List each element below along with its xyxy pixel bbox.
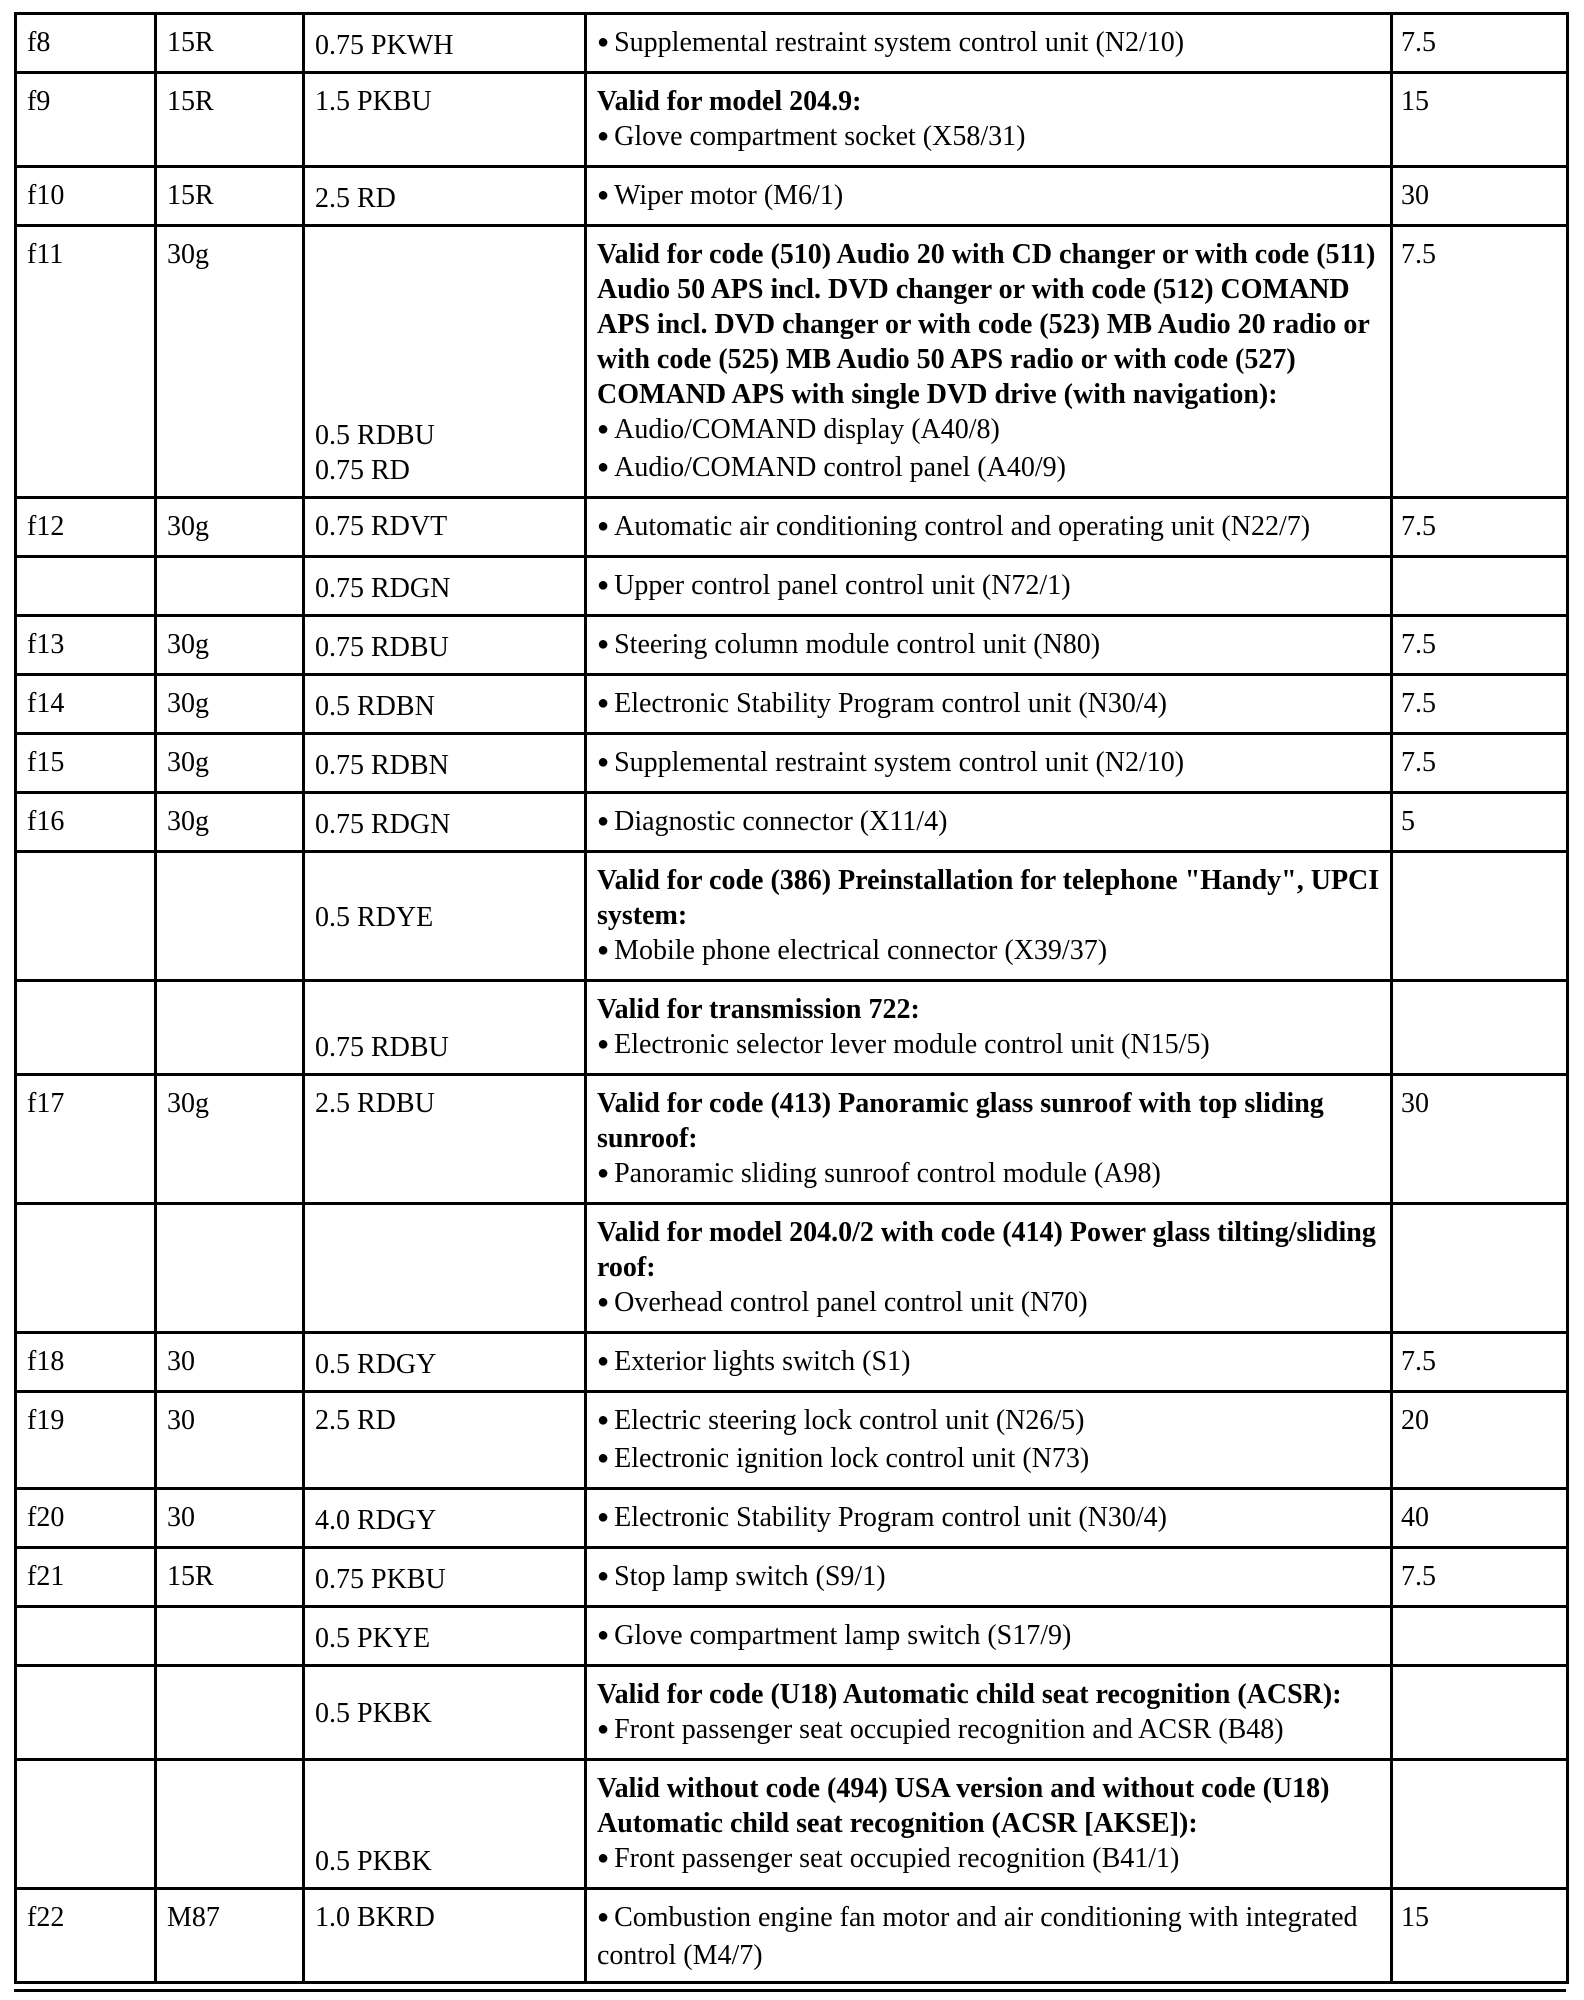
amperage-cell: 7.5 (1392, 1333, 1568, 1392)
consumer-cell (586, 981, 1392, 1075)
terminal-cell: M87 (156, 1889, 304, 1983)
wire-cell (304, 1333, 586, 1392)
consumer-item: ● Supplemental restraint system control unit (N2/10) (597, 25, 1380, 63)
wire-cell (304, 557, 586, 616)
wire-cell (304, 498, 586, 557)
consumer-item: ● Electronic selector lever module control unit (N15/5) (597, 1027, 1380, 1065)
fuse-cell (16, 981, 156, 1075)
consumer-item: ● Front passenger seat occupied recognition (B41/1) (597, 1841, 1380, 1879)
table-row (16, 1392, 1568, 1489)
fuse-cell (16, 1666, 156, 1760)
wire-spec: 0.5 PKBK (315, 1846, 432, 1877)
fuse-cell: f8 (16, 14, 156, 73)
wire-cell (304, 1760, 586, 1889)
amperage-cell (1392, 1666, 1568, 1760)
table-row (16, 1333, 1568, 1392)
table-row (16, 1760, 1568, 1889)
terminal-cell: 15R (156, 14, 304, 73)
wire-spec: 0.75 RDBU (315, 1032, 449, 1063)
terminal-cell: 30g (156, 1075, 304, 1204)
fuse-cell (16, 557, 156, 616)
terminal-cell (156, 1760, 304, 1889)
consumer-cell (586, 226, 1392, 498)
consumer-cell (586, 1392, 1392, 1489)
wire-spec: 0.5 RDBN (315, 691, 435, 722)
amperage-cell: 7.5 (1392, 14, 1568, 73)
fuse-cell: f20 (16, 1489, 156, 1548)
table-row (16, 793, 1568, 852)
wire-spec: 4.0 RDGY (315, 1505, 437, 1536)
table-row (16, 1666, 1568, 1760)
fuse-cell: f10 (16, 167, 156, 226)
table-row (16, 1607, 1568, 1666)
consumer-cell (586, 734, 1392, 793)
table-row (16, 981, 1568, 1075)
validity-condition: Valid for code (510) Audio 20 with CD changer or with code (511) Audio 50 APS incl. DVD changer or with code (512) COMAND APS incl. DVD changer or with code (523) MB Audio 20 radio or with code (525) MB Audio 50 APS radio or with code (527) COMAND APS with single DVD drive (with navigation): (597, 239, 1376, 410)
table-row (16, 852, 1568, 981)
terminal-cell (156, 981, 304, 1075)
wire-spec: 0.75 RDBU (315, 632, 449, 663)
amperage-cell (1392, 1760, 1568, 1889)
fuse-cell: f17 (16, 1075, 156, 1204)
wire-cell (304, 793, 586, 852)
wire-spec: 0.75 PKBU (315, 1564, 446, 1595)
terminal-cell: 15R (156, 73, 304, 167)
amperage-cell: 7.5 (1392, 226, 1568, 498)
wire-spec: 0.5 RDYE (315, 901, 434, 933)
consumer-cell (586, 14, 1392, 73)
consumer-cell (586, 1075, 1392, 1204)
wire-cell (304, 616, 586, 675)
amperage-cell (1392, 1607, 1568, 1666)
fuse-cell (16, 852, 156, 981)
table-row (16, 226, 1568, 498)
consumer-item: ● Combustion engine fan motor and air conditioning with integrated control (M4/7) (597, 1900, 1380, 1973)
validity-condition: Valid for model 204.0/2 with code (414) Power glass tilting/sliding roof: (597, 1217, 1376, 1283)
fuse-table-body (16, 14, 1568, 1983)
wire-cell (304, 1666, 586, 1760)
wire-cell (304, 1392, 586, 1489)
consumer-cell (586, 675, 1392, 734)
fuse-cell: f19 (16, 1392, 156, 1489)
wire-spec: 0.5 RDBU (315, 420, 435, 451)
terminal-cell (156, 557, 304, 616)
table-row (16, 1548, 1568, 1607)
table-row (16, 14, 1568, 73)
table-row (16, 73, 1568, 167)
wire-spec: 2.5 RDBU (315, 1088, 435, 1119)
terminal-cell: 30g (156, 793, 304, 852)
consumer-item: ● Audio/COMAND control panel (A40/9) (597, 450, 1380, 488)
consumer-item: ● Electronic ignition lock control unit (N73) (597, 1441, 1380, 1479)
terminal-cell: 15R (156, 167, 304, 226)
table-row (16, 557, 1568, 616)
fuse-cell (16, 1760, 156, 1889)
fuse-cell (16, 1204, 156, 1333)
amperage-cell: 15 (1392, 73, 1568, 167)
amperage-cell: 40 (1392, 1489, 1568, 1548)
consumer-cell (586, 167, 1392, 226)
consumer-cell (586, 1489, 1392, 1548)
wire-cell (304, 14, 586, 73)
validity-condition: Valid for code (386) Preinstallation for telephone "Handy", UPCI system: (597, 865, 1380, 931)
fuse-cell: f21 (16, 1548, 156, 1607)
table-row (16, 675, 1568, 734)
consumer-item: ● Mobile phone electrical connector (X39/37) (597, 933, 1380, 971)
consumer-cell (586, 498, 1392, 557)
wire-spec: 1.0 BKRD (315, 1902, 435, 1933)
wire-cell (304, 1075, 586, 1204)
wire-spec: 0.75 PKWH (315, 30, 454, 61)
amperage-cell (1392, 981, 1568, 1075)
terminal-cell: 30g (156, 498, 304, 557)
fuse-allocation-table (14, 12, 1569, 1984)
amperage-cell: 20 (1392, 1392, 1568, 1489)
wire-cell (304, 981, 586, 1075)
terminal-cell (156, 852, 304, 981)
terminal-cell: 30g (156, 616, 304, 675)
amperage-cell: 7.5 (1392, 675, 1568, 734)
consumer-item: ● Electric steering lock control unit (N26/5) (597, 1403, 1380, 1441)
validity-condition: Valid for code (413) Panoramic glass sunroof with top sliding sunroof: (597, 1088, 1324, 1154)
consumer-cell (586, 73, 1392, 167)
wire-cell (304, 1204, 586, 1333)
fuse-cell: f9 (16, 73, 156, 167)
bottom-rule (14, 1989, 1566, 1992)
wire-cell (304, 167, 586, 226)
terminal-cell: 30g (156, 734, 304, 793)
amperage-cell: 15 (1392, 1889, 1568, 1983)
validity-condition: Valid for code (U18) Automatic child seat recognition (ACSR): (597, 1679, 1342, 1710)
fuse-cell: f16 (16, 793, 156, 852)
consumer-cell (586, 1204, 1392, 1333)
consumer-item: ● Diagnostic connector (X11/4) (597, 804, 1380, 842)
consumer-cell (586, 1607, 1392, 1666)
consumer-cell (586, 1333, 1392, 1392)
consumer-cell (586, 1666, 1392, 1760)
wire-cell (304, 675, 586, 734)
fuse-cell: f14 (16, 675, 156, 734)
consumer-cell (586, 1760, 1392, 1889)
fuse-cell: f15 (16, 734, 156, 793)
consumer-item: ● Automatic air conditioning control and operating unit (N22/7) (597, 509, 1380, 547)
wire-cell (304, 1889, 586, 1983)
consumer-item: ● Stop lamp switch (S9/1) (597, 1559, 1380, 1597)
fuse-cell (16, 1607, 156, 1666)
terminal-cell: 30g (156, 226, 304, 498)
table-row (16, 1489, 1568, 1548)
terminal-cell (156, 1666, 304, 1760)
consumer-cell (586, 793, 1392, 852)
amperage-cell: 7.5 (1392, 734, 1568, 793)
amperage-cell: 7.5 (1392, 1548, 1568, 1607)
validity-condition: Valid for model 204.9: (597, 86, 862, 117)
consumer-item: ● Electronic Stability Program control unit (N30/4) (597, 1500, 1380, 1538)
consumer-item: ● Steering column module control unit (N80) (597, 627, 1380, 665)
consumer-item: ● Front passenger seat occupied recognition and ACSR (B48) (597, 1712, 1380, 1750)
table-row (16, 1889, 1568, 1983)
terminal-cell: 30 (156, 1392, 304, 1489)
consumer-cell (586, 852, 1392, 981)
wire-spec: 1.5 PKBU (315, 86, 432, 117)
validity-condition: Valid for transmission 722: (597, 994, 920, 1025)
table-row (16, 1204, 1568, 1333)
wire-cell (304, 226, 586, 498)
table-row (16, 167, 1568, 226)
consumer-item: ● Glove compartment lamp switch (S17/9) (597, 1618, 1380, 1656)
table-row (16, 1075, 1568, 1204)
consumer-item: ● Electronic Stability Program control unit (N30/4) (597, 686, 1380, 724)
terminal-cell: 30 (156, 1489, 304, 1548)
consumer-cell (586, 1889, 1392, 1983)
fuse-cell: f18 (16, 1333, 156, 1392)
amperage-cell: 30 (1392, 167, 1568, 226)
wire-spec: 0.75 RDGN (315, 573, 451, 604)
wire-spec: 0.5 RDGY (315, 1349, 437, 1380)
amperage-cell: 7.5 (1392, 498, 1568, 557)
amperage-cell (1392, 852, 1568, 981)
wire-spec: 2.5 RD (315, 1405, 396, 1436)
wire-spec: 0.5 PKYE (315, 1623, 431, 1654)
consumer-item: ● Upper control panel control unit (N72/1) (597, 568, 1380, 606)
terminal-cell: 30g (156, 675, 304, 734)
amperage-cell: 30 (1392, 1075, 1568, 1204)
wire-cell (304, 1489, 586, 1548)
amperage-cell: 5 (1392, 793, 1568, 852)
wire-spec: 0.75 RDGN (315, 809, 451, 840)
fuse-cell: f13 (16, 616, 156, 675)
consumer-item: ● Exterior lights switch (S1) (597, 1344, 1380, 1382)
table-row (16, 616, 1568, 675)
amperage-cell: 7.5 (1392, 616, 1568, 675)
terminal-cell: 30 (156, 1333, 304, 1392)
wire-cell (304, 734, 586, 793)
consumer-item: ● Overhead control panel control unit (N70) (597, 1285, 1380, 1323)
wire-cell (304, 73, 586, 167)
wire-spec: 2.5 RD (315, 183, 396, 214)
consumer-cell (586, 557, 1392, 616)
wire-spec: 0.5 PKBK (315, 1698, 432, 1729)
validity-condition: Valid without code (494) USA version and without code (U18) Automatic child seat recognition (ACSR [AKSE]): (597, 1773, 1330, 1839)
terminal-cell (156, 1607, 304, 1666)
terminal-cell (156, 1204, 304, 1333)
fuse-cell: f11 (16, 226, 156, 498)
consumer-cell (586, 1548, 1392, 1607)
fuse-cell: f12 (16, 498, 156, 557)
wire-spec: 0.75 RD (315, 455, 410, 486)
consumer-item: ● Glove compartment socket (X58/31) (597, 119, 1380, 157)
consumer-item: ● Supplemental restraint system control unit (N2/10) (597, 745, 1380, 783)
table-row (16, 498, 1568, 557)
table-row (16, 734, 1568, 793)
terminal-cell: 15R (156, 1548, 304, 1607)
consumer-cell (586, 616, 1392, 675)
consumer-item: ● Audio/COMAND display (A40/8) (597, 412, 1380, 450)
amperage-cell (1392, 557, 1568, 616)
wire-cell (304, 1548, 586, 1607)
wire-cell (304, 852, 586, 981)
amperage-cell (1392, 1204, 1568, 1333)
wire-spec: 0.75 RDBN (315, 750, 449, 781)
wire-cell (304, 1607, 586, 1666)
consumer-item: ● Panoramic sliding sunroof control module (A98) (597, 1156, 1380, 1194)
consumer-item: ● Wiper motor (M6/1) (597, 178, 1380, 216)
fuse-cell: f22 (16, 1889, 156, 1983)
wire-spec: 0.75 RDVT (315, 511, 448, 542)
